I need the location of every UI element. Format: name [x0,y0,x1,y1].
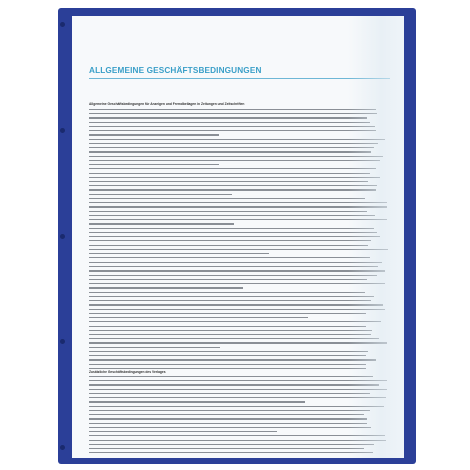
binder-hole [60,22,65,27]
fine-print-line [89,326,366,327]
section-2-text [89,376,388,456]
fine-print-line [89,338,379,339]
fine-print-line [89,368,366,369]
fine-print-line [89,215,375,216]
fine-print-line [89,393,370,394]
fine-print-line [89,189,376,190]
fine-print-line [89,198,365,199]
fine-print-line [89,249,388,250]
fine-print-line [89,109,376,110]
fine-print-line [89,431,277,432]
fine-print-line [89,300,371,301]
document-title: ALLGEMEINE GESCHÄFTSBEDINGUNGEN [89,66,262,75]
binder-holes [60,22,66,450]
fine-print-line [89,266,378,267]
fine-print-line [89,236,380,237]
fine-print-line [89,270,385,271]
fine-print-line [89,313,366,314]
fine-print-line [89,384,379,385]
fine-print-line [89,444,374,445]
fine-print-line [89,202,387,203]
fine-print-line [89,347,220,348]
fine-print-line [89,401,305,402]
fine-print-line [89,283,385,284]
section-2-heading: Zusätzliche Geschäftsbedingungen des Verlages [89,370,166,374]
fine-print-line [89,275,377,276]
fine-print-line [89,309,385,310]
fine-print-line [89,397,386,398]
fine-print-line [89,130,376,131]
fine-print-line [89,134,219,135]
fine-print-line [89,359,376,360]
fine-print-line [89,427,371,428]
binder-hole [60,234,65,239]
fine-print-line [89,376,373,377]
fine-print-line [89,452,373,453]
fine-print-line [89,168,376,169]
fine-print-line [89,414,364,415]
fine-print-line [89,317,308,318]
fine-print-line [89,279,367,280]
fine-print-line [89,245,368,246]
fine-print-line [89,240,371,241]
fine-print-line [89,156,383,157]
fine-print-line [89,389,387,390]
fine-print-line [89,139,385,140]
fine-print-line [89,211,367,212]
fine-print-line [89,435,385,436]
fine-print-line [89,292,365,293]
fine-print-line [89,194,232,195]
fine-print-line [89,117,367,118]
fine-print-line [89,330,372,331]
binder-hole [60,128,65,133]
fine-print-line [89,321,381,322]
fine-print-line [89,418,367,419]
fine-print-line [89,177,380,178]
fine-print-line [89,232,377,233]
fine-print-line [89,448,364,449]
fine-print-line [89,334,371,335]
fine-print-line [89,253,269,254]
fine-print-line [89,181,368,182]
fine-print-line [89,160,380,161]
fine-print-line [89,185,377,186]
fine-print-line [89,122,370,123]
fine-print-line [89,262,382,263]
section-1-numbered-text [89,262,388,372]
fine-print-line [89,257,370,258]
fine-print-line [89,304,383,305]
fine-print-line [89,143,378,144]
document-page [72,16,404,458]
binder-hole [60,339,65,344]
fine-print-line [89,342,387,343]
fine-print-line [89,440,386,441]
fine-print-line [89,355,366,356]
title-rule [89,78,390,79]
fine-print-line [89,406,384,407]
fine-print-line [89,147,374,148]
fine-print-line [89,351,368,352]
fine-print-line [89,410,370,411]
fine-print-line [89,296,374,297]
section-1-text [89,109,388,261]
fine-print-line [89,126,375,127]
binder-hole [60,445,65,450]
fine-print-line [89,423,367,424]
fine-print-line [89,164,219,165]
section-1-heading: Allgemeine Geschäftsbedingungen für Anzeigen und Fremdbeilagen in Zeitungen und Zeitschriften [89,102,245,106]
fine-print-line [89,223,234,224]
fine-print-line [89,287,243,288]
fine-print-line [89,206,387,207]
fine-print-line [89,173,370,174]
fine-print-line [89,219,387,220]
fine-print-line [89,380,387,381]
fine-print-line [89,151,371,152]
fine-print-line [89,228,374,229]
fine-print-line [89,364,366,365]
fine-print-line [89,113,377,114]
